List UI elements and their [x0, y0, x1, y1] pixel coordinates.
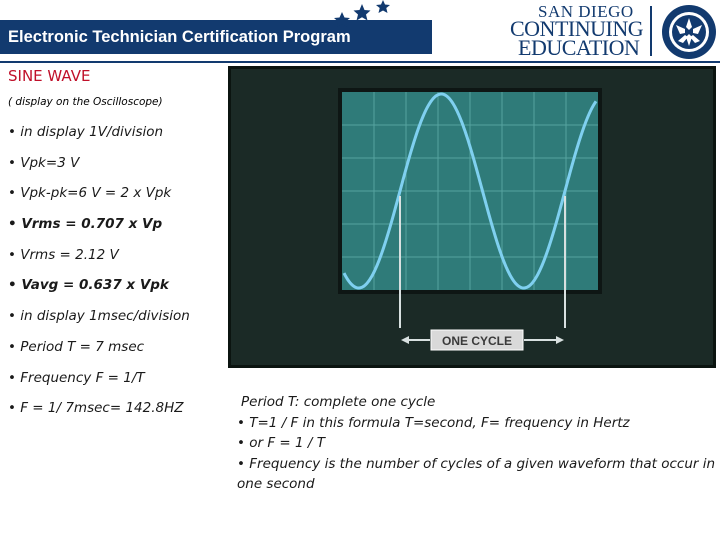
logo-divider: [650, 6, 652, 56]
bullet-list: [8, 124, 190, 431]
bullet-item: • Frequency F = 1/T: [8, 369, 145, 386]
cycle-label: ONE CYCLE: [441, 334, 513, 348]
slide-subtitle: ( display on the Oscilloscope): [8, 96, 163, 108]
note-line: Period T: complete one cycle: [241, 394, 436, 410]
note-line: • T=1 / F in this formula T=second, F= frequency in Hertz: [237, 414, 630, 431]
bullet-item: • Period T = 7 msec: [8, 338, 145, 355]
oscilloscope-display: [228, 66, 716, 368]
bullet-item: • Vpk-pk=6 V = 2 x Vpk: [8, 185, 172, 202]
bullet-item: • in display 1V/division: [8, 124, 164, 140]
note-line: • or F = 1 / T: [237, 435, 325, 451]
header: [0, 0, 720, 62]
seal-icon: [660, 3, 718, 61]
bullet-item: • Vrms = 0.707 x Vp: [8, 216, 163, 233]
bullet-item: • Vrms = 2.12 V: [8, 246, 119, 263]
header-rule: [0, 61, 720, 63]
stars-icon: [328, 0, 438, 30]
program-title: Electronic Technician Certification Program: [8, 28, 351, 46]
slide-title: SINE WAVE: [8, 67, 91, 85]
bullet-item: • F = 1/ 7msec= 142.8HZ: [8, 400, 184, 417]
bullet-item: • Vavg = 0.637 x Vpk: [8, 277, 169, 294]
bullet-item: • in display 1msec/division: [8, 308, 190, 325]
notes: [237, 392, 717, 495]
logo-line-3: EDUCATION: [518, 35, 640, 60]
logo-line-2: CONTINUING: [510, 16, 644, 41]
bullet-item: • Vpk=3 V: [8, 154, 80, 171]
note-line: • Frequency is the number of cycles of a given waveform that occur in one second: [237, 455, 716, 492]
logo-line-1: SAN DIEGO: [538, 2, 634, 21]
sdce-logo: [500, 2, 720, 62]
